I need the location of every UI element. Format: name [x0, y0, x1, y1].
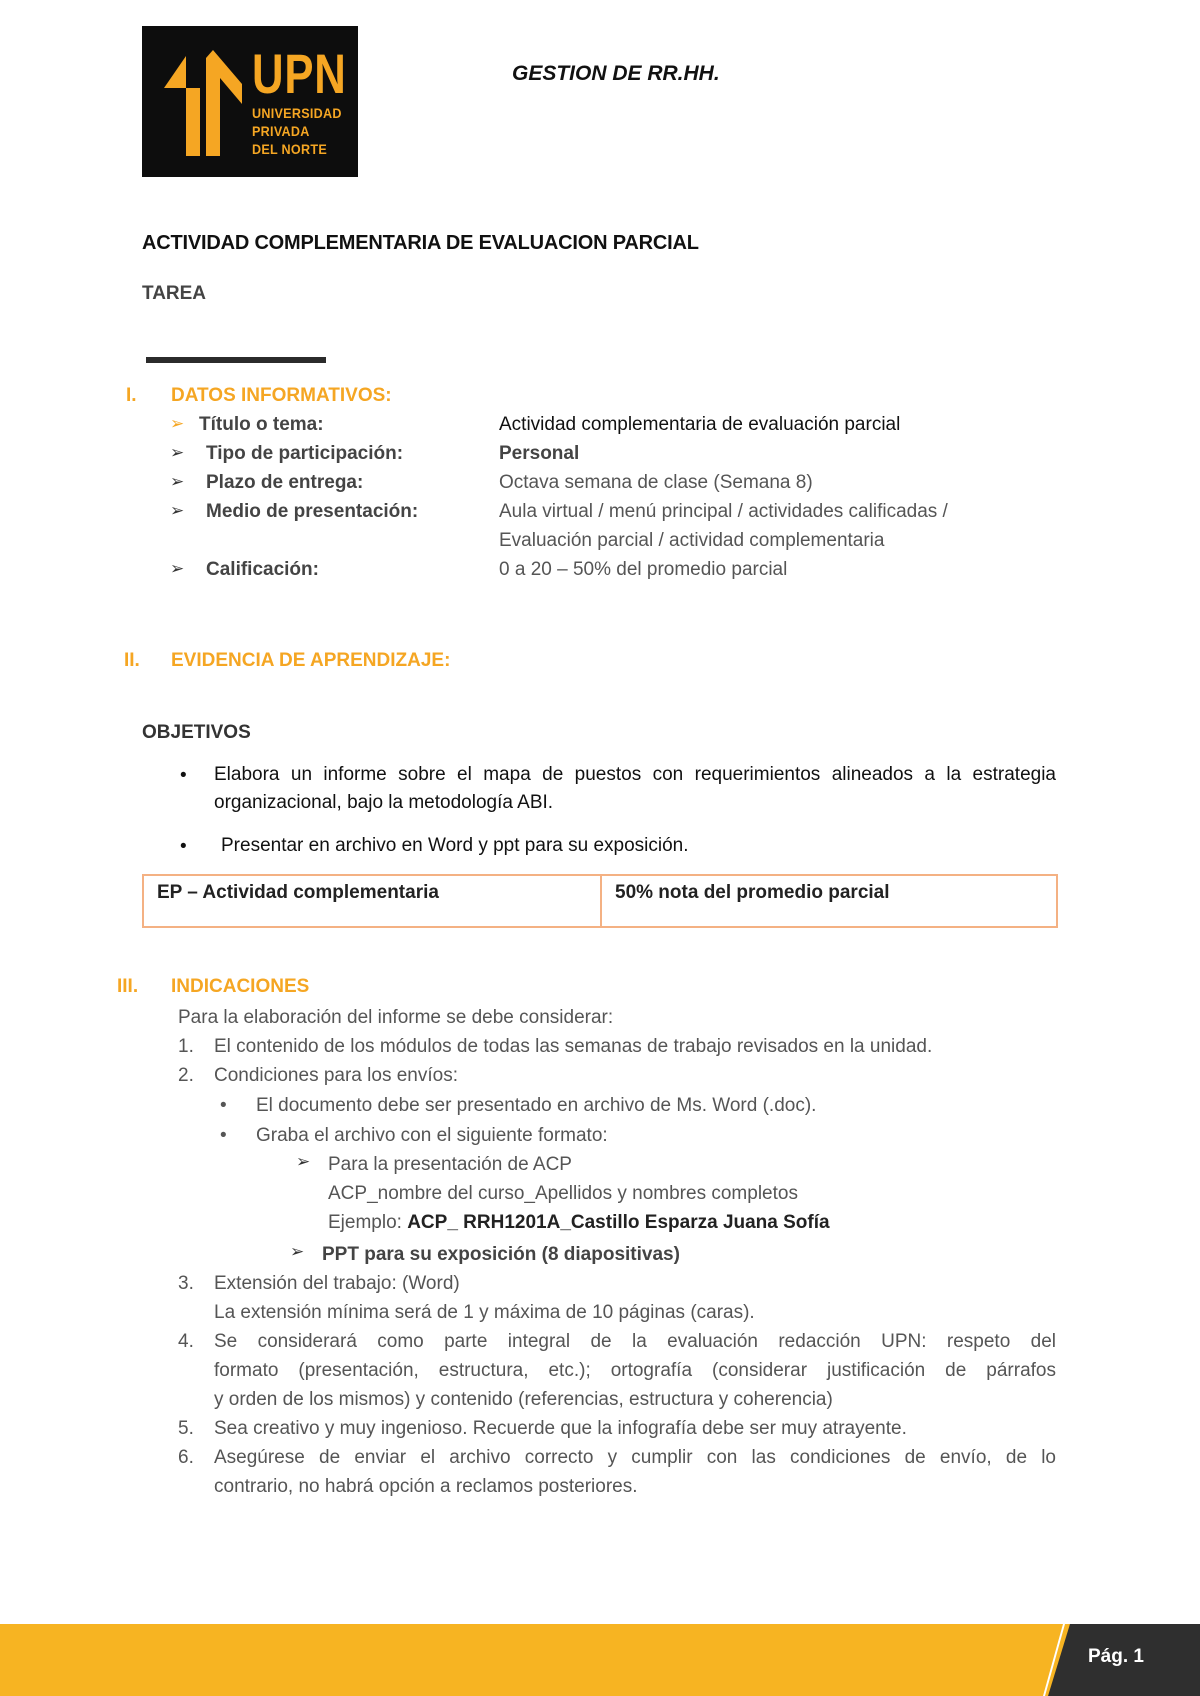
item-number: 4. — [178, 1331, 194, 1352]
example-prefix: Ejemplo: — [328, 1212, 408, 1233]
info-value-deadline: Octava semana de clase (Semana 8) — [499, 472, 813, 493]
indication-3-detail: La extensión mínima será de 1 y máxima de 10 páginas (caras). — [214, 1302, 755, 1323]
acp-format-title: Para la presentación de ACP — [328, 1154, 572, 1175]
indication-4-line-1: Se considerará como parte integral de la evaluación redacción UPN: respeto del — [214, 1331, 1056, 1352]
document-subtitle: TAREA — [142, 283, 207, 304]
arrow-bullet-icon: ➢ — [290, 1242, 305, 1261]
logo-line-2: PRIVADA — [252, 123, 310, 139]
indication-4-line-2: formato (presentación, estructura, etc.); ortografía (considerar justificación de párrafos — [214, 1360, 1056, 1381]
indication-1: El contenido de los módulos de todas las semanas de trabajo revisados en la unidad. — [214, 1036, 933, 1057]
indication-5: Sea creativo y muy ingenioso. Recuerde que la infografía debe ser muy atrayente. — [214, 1418, 907, 1439]
logo-brand: UPN — [252, 42, 347, 105]
section-2-number: II. — [124, 650, 140, 671]
indication-3: Extensión del trabajo: (Word) — [214, 1273, 460, 1294]
indication-2-bullet-1: El documento debe ser presentado en archivo de Ms. Word (.doc). — [256, 1095, 817, 1116]
footer-bar — [0, 1624, 1200, 1696]
arrow-bullet-icon: ➢ — [170, 472, 185, 491]
info-label-deadline: Plazo de entrega: — [206, 472, 364, 493]
indications-intro: Para la elaboración del informe se debe considerar: — [178, 1007, 614, 1028]
section-2-title: EVIDENCIA DE APRENDIZAJE: — [171, 650, 451, 671]
info-value-medium: Aula virtual / menú principal / actividades calificadas / — [499, 501, 948, 522]
info-label-grade: Calificación: — [206, 559, 319, 580]
section-1-title: DATOS INFORMATIVOS: — [171, 385, 392, 406]
page-number: Pág. 1 — [1088, 1646, 1144, 1667]
acp-format-pattern: ACP_nombre del curso_Apellidos y nombres completos — [328, 1183, 798, 1204]
logo-line-3: DEL NORTE — [252, 141, 328, 157]
info-value-medium-2: Evaluación parcial / actividad complementaria — [499, 530, 885, 551]
info-label-type: Tipo de participación: — [206, 443, 404, 464]
info-value-type: Personal — [499, 443, 580, 464]
bullet-dot: • — [180, 836, 187, 857]
item-number: 1. — [178, 1036, 194, 1057]
indication-4-line-3: y orden de los mismos) y contenido (referencias, estructura y coherencia) — [214, 1389, 833, 1410]
arrow-bullet-icon: ➢ — [296, 1152, 311, 1171]
item-number: 3. — [178, 1273, 194, 1294]
indication-2-bullet-2: Graba el archivo con el siguiente formato: — [256, 1125, 608, 1146]
section-3-title: INDICACIONES — [171, 976, 310, 997]
ppt-format: PPT para su exposición (8 diapositivas) — [322, 1244, 680, 1265]
info-label-title: Título o tema: — [199, 414, 324, 435]
bullet-dot: • — [220, 1095, 227, 1116]
item-number: 2. — [178, 1065, 194, 1086]
arrow-bullet-icon: ➢ — [170, 443, 185, 462]
objective-2: Presentar en archivo en Word y ppt para su exposición. — [221, 835, 689, 856]
bullet-dot: • — [220, 1125, 227, 1146]
name-line — [146, 357, 326, 363]
objectives-heading: OBJETIVOS — [142, 722, 251, 743]
evaluation-table — [142, 874, 1058, 928]
item-number: 6. — [178, 1447, 194, 1468]
section-3-number: III. — [117, 976, 139, 997]
info-value-title: Actividad complementaria de evaluación parcial — [499, 414, 901, 435]
upn-arrow-icon — [156, 48, 252, 156]
objective-1: Elabora un informe sobre el mapa de puestos con requerimientos alineados a la estrategia organizacional, bajo la metodología ABI. — [214, 764, 1056, 813]
item-number: 5. — [178, 1418, 194, 1439]
arrow-bullet-icon: ➢ — [170, 414, 185, 433]
indication-6-line-1: Asegúrese de enviar el archivo correcto y cumplir con las condiciones de envío, de lo — [214, 1447, 1056, 1468]
indication-2: Condiciones para los envíos: — [214, 1065, 458, 1086]
section-1-number: I. — [126, 385, 137, 406]
acp-format-example — [328, 1208, 830, 1237]
info-value-grade: 0 a 20 – 50% del promedio parcial — [499, 559, 788, 580]
evaluation-table-label: EP – Actividad complementaria — [143, 875, 601, 927]
document-title: ACTIVIDAD COMPLEMENTARIA DE EVALUACION PARCIAL — [142, 232, 699, 254]
info-label-medium: Medio de presentación: — [206, 501, 419, 522]
indication-6-line-2: contrario, no habrá opción a reclamos posteriores. — [214, 1476, 638, 1497]
course-title: GESTION DE RR.HH. — [512, 62, 720, 85]
evaluation-table-value: 50% nota del promedio parcial — [601, 875, 1057, 927]
arrow-bullet-icon: ➢ — [170, 559, 185, 578]
upn-logo — [142, 26, 358, 177]
example-filename: ACP_ RRH1201A_Castillo Esparza Juana Sofía — [407, 1212, 830, 1233]
logo-line-1: UNIVERSIDAD — [252, 105, 342, 121]
bullet-dot: • — [180, 765, 187, 786]
arrow-bullet-icon: ➢ — [170, 501, 185, 520]
